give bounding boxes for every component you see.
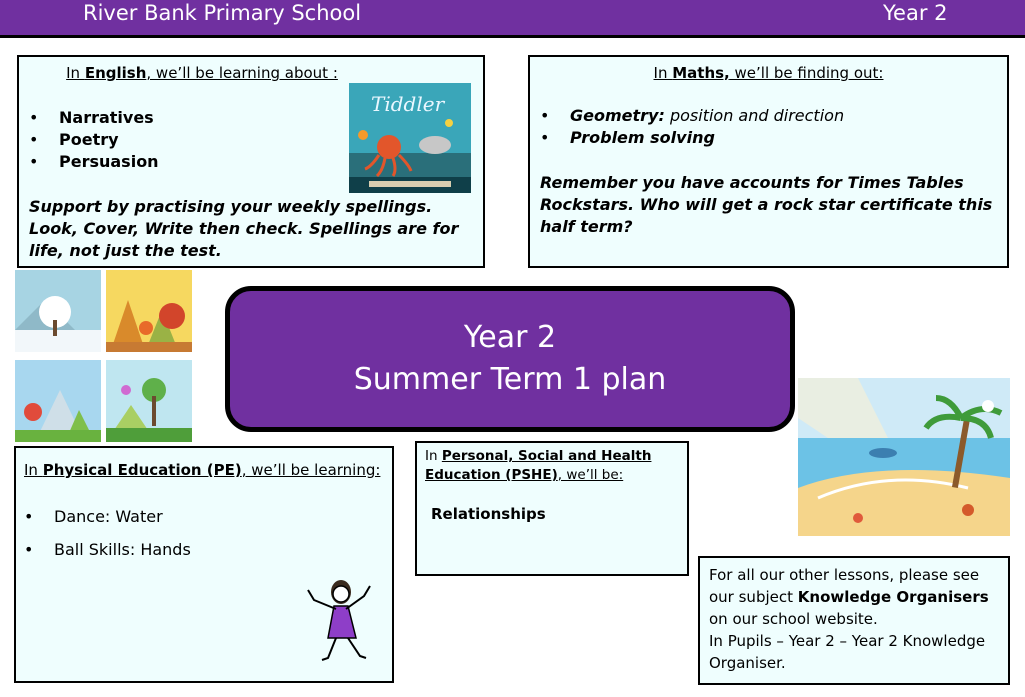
autumn-tree-image [106,270,192,352]
maths-title [530,63,1007,83]
svg-text:Tiddler: Tiddler [371,92,445,116]
pe-title-pre: In [24,461,43,479]
maths-title-post: we’ll be finding out: [729,64,884,82]
other-text-c: on our school website. [709,610,878,628]
pshe-topic: Relationships [431,505,546,523]
banner-term: Summer Term 1 plan [353,362,667,397]
pe-title [24,460,380,480]
pe-list [24,506,191,572]
english-item: • Persuasion [29,151,159,173]
english-item: • Narratives [29,107,159,129]
english-title-pre: In [66,64,85,82]
term-banner [225,286,795,432]
pshe-title-pre: In [425,448,442,464]
beach-scene-image [798,378,1010,536]
winter-tree-image [15,270,101,352]
maths-note: Remember you have accounts for Times Tables Rockstars. Who will get a rock star certificate this half term? [540,173,993,236]
maths-item: • Problem solving [540,127,844,149]
pe-title-post: , we’ll be learning: [241,461,381,479]
pshe-title [425,447,680,485]
spring-tree-image [15,360,101,442]
knowledge-organisers-label: Knowledge Organisers [797,588,989,606]
pshe-title-subject: Personal, Social and Health Education (PSHE) [425,448,652,483]
english-note: Support by practising your weekly spellings. Look, Cover, Write then check. Spellings are for life, not just the test. [29,197,459,260]
pe-box [14,446,394,683]
maths-list [540,105,844,149]
english-box [17,55,485,268]
english-title [19,63,385,83]
dancing-figure-image [304,576,374,664]
english-title-subject: English [84,64,147,82]
other-lessons-box [698,556,1010,685]
maths-item: • Geometry: position and direction [540,105,844,127]
pe-item: • Dance: Water [24,506,191,528]
english-list [29,107,159,173]
seasons-images [15,270,200,440]
pe-title-subject: Physical Education (PE) [42,461,242,479]
other-lessons-text [709,564,1007,674]
summer-tree-image [106,360,192,442]
pshe-box [415,441,689,576]
school-name: River Bank Primary School [83,1,362,25]
pshe-title-post: , we’ll be: [557,467,624,483]
maths-title-subject: Maths, [672,64,730,82]
book-cover-image [349,83,471,193]
maths-title-pre: In [653,64,673,82]
other-text-a: For all our other lessons, please see our subject [709,566,980,606]
other-text-d: In Pupils – Year 2 – Year 2 Knowledge Organiser. [709,632,986,672]
header-bar [0,0,1025,38]
english-item: • Poetry [29,129,159,151]
header-year: Year 2 [883,1,948,25]
pe-item: • Ball Skills: Hands [24,539,191,561]
english-title-post: , we’ll be learning about : [146,64,338,82]
maths-box [528,55,1009,268]
banner-year: Year 2 [463,320,557,355]
